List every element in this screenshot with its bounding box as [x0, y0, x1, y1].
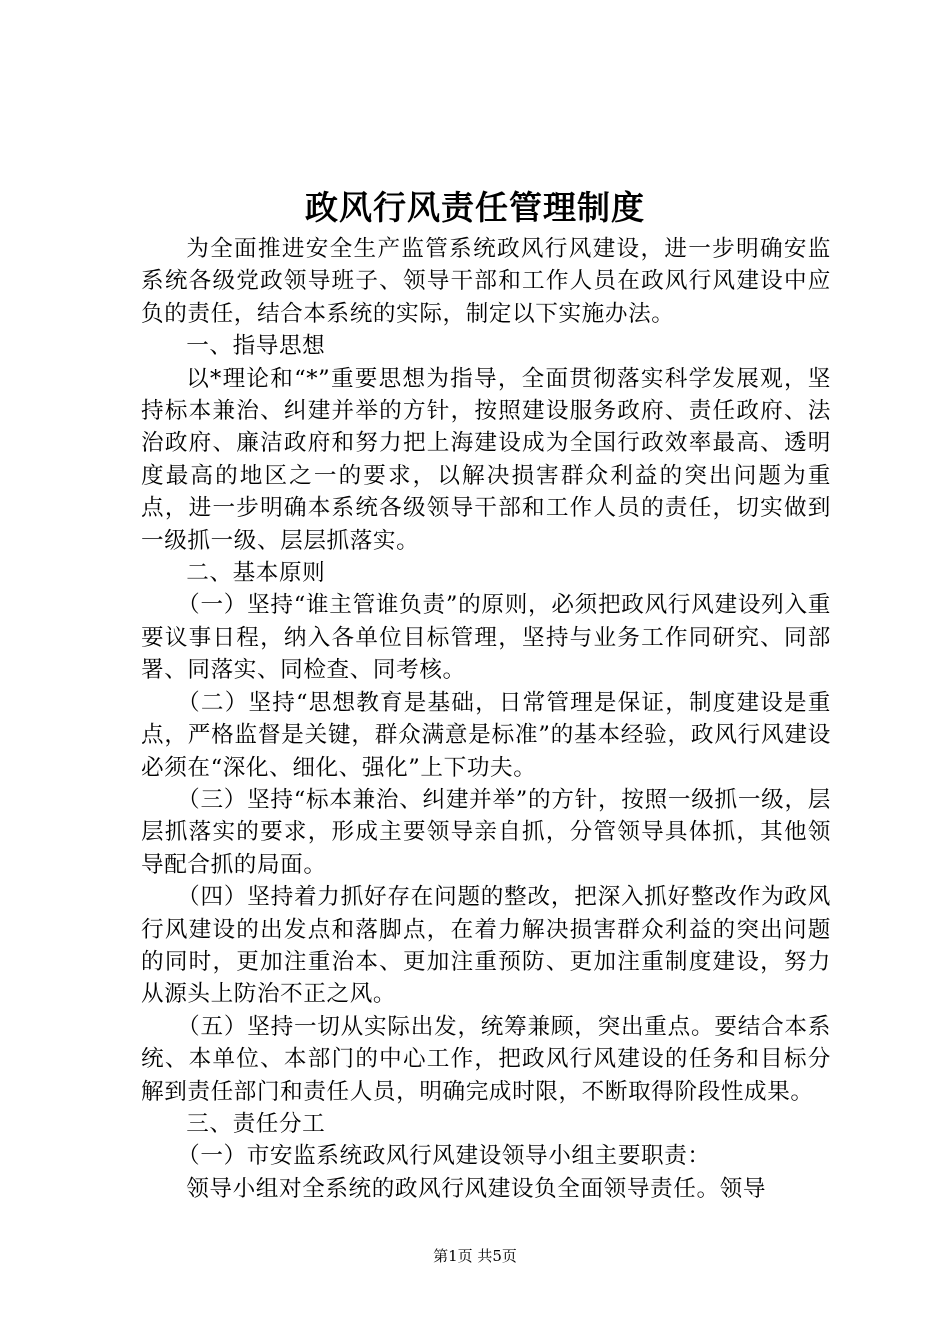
- principle-paragraph-3: （三）坚持“标本兼治、纠建并举”的方针，按照一级抓一级，层层抓落实的要求，形成主要领导亲自抓，分管领导具体抓，其他领导配合抓的局面。: [141, 786, 831, 878]
- intro-paragraph: 为全面推进安全生产监管系统政风行风建设，进一步明确安监系统各级党政领导班子、领导干部和工作人员在政风行风建设中应负的责任，结合本系统的实际，制定以下实施办法。: [141, 236, 831, 327]
- principle-paragraph-1: （一）坚持“谁主管谁负责”的原则，必须把政风行风建设列入重要议事日程，纳入各单位目标管理，坚持与业务工作同研究、同部署、同落实、同检查、同考核。: [141, 592, 831, 684]
- responsibility-subheading-1: （一）市安监系统政风行风建设领导小组主要职责：: [177, 1143, 711, 1170]
- section-heading-basic-principles: 二、基本原则: [186, 560, 326, 587]
- section-heading-responsibility-division: 三、责任分工: [186, 1110, 326, 1137]
- page-footer: 第1页 共5页: [433, 1247, 517, 1265]
- principle-paragraph-2: （二）坚持“思想教育是基础，日常管理是保证，制度建设是重点，严格监督是关键，群众满意是标准”的基本经验，政风行风建设必须在“深化、细化、强化”上下功夫。: [141, 689, 831, 781]
- responsibility-paragraph-1: 领导小组对全系统的政风行风建设负全面领导责任。领导: [186, 1175, 767, 1202]
- section-heading-guiding-ideology: 一、指导思想: [186, 333, 326, 360]
- principle-paragraph-5: （五）坚持一切从实际出发，统筹兼顾，突出重点。要结合本系统、本单位、本部门的中心工作，把政风行风建设的任务和目标分解到责任部门和责任人员，明确完成时限，不断取得阶段性成果。: [141, 1013, 831, 1105]
- guiding-ideology-paragraph: 以*理论和“*”重要思想为指导，全面贯彻落实科学发展观，坚持标本兼治、纠建并举的方针，按照建设服务政府、责任政府、法治政府、廉洁政府和努力把上海建设成为全国行政效率最高、透明度最高的地区之一的要求，以解决损害群众利益的突出问题为重点，进一步明确本系统各级领导干部和工作人员的责任，切实做到一级抓一级、层层抓落实。: [141, 365, 831, 554]
- document-body: [141, 233, 831, 1205]
- document-title: 政风行风责任管理制度: [305, 188, 645, 227]
- principle-paragraph-4: （四）坚持着力抓好存在问题的整改，把深入抓好整改作为政风行风建设的出发点和落脚点，在着力解决损害群众利益的突出问题的同时，更加注重治本、更加注重预防、更加注重制度建设，努力从源头上防治不正之风。: [141, 884, 831, 1008]
